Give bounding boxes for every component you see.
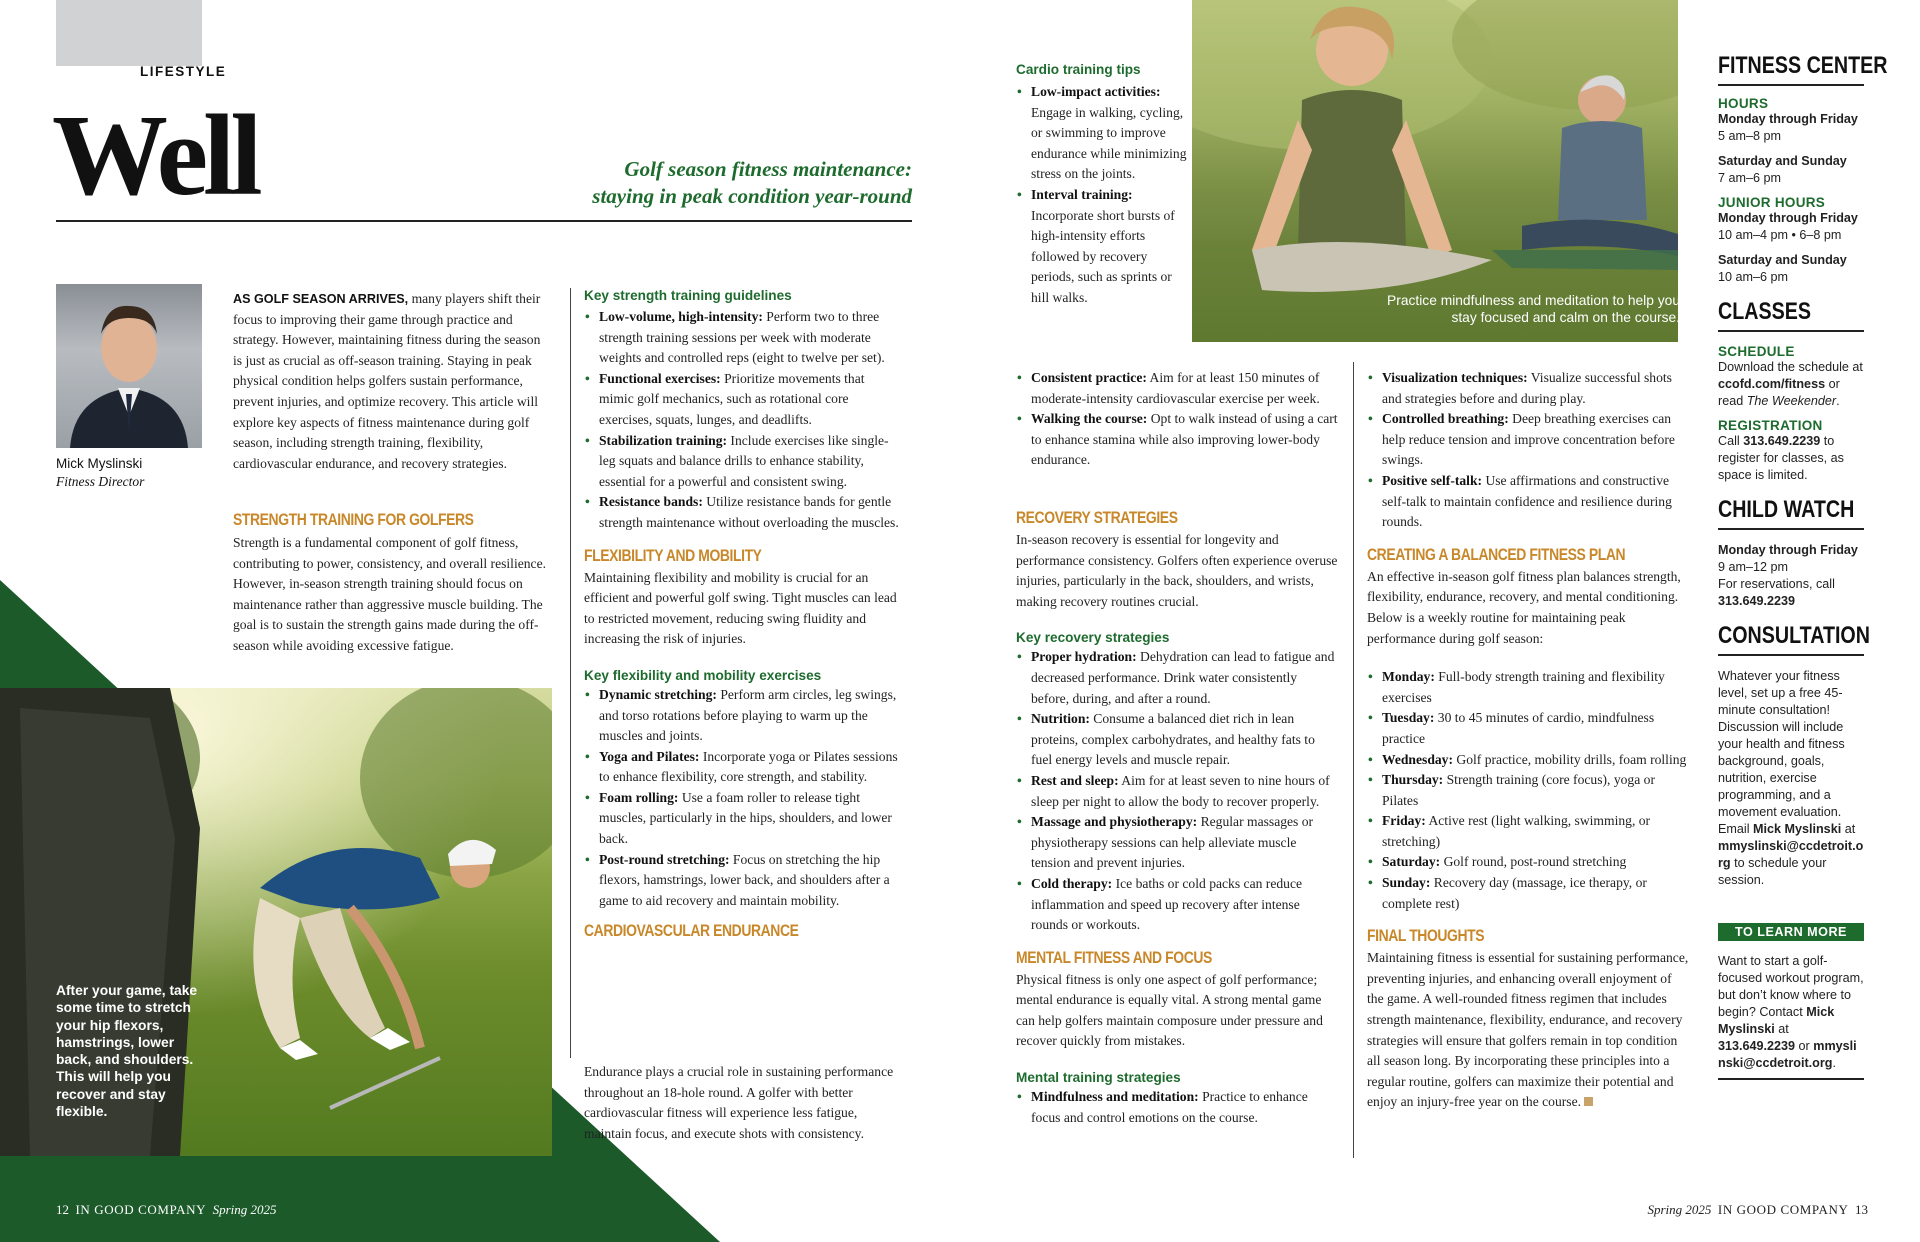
list-item-text: Aim for at least seven to nine hours of sleep per night to allow the body to recover properly. bbox=[1031, 772, 1330, 809]
final-paragraph: Maintaining fitness is essential for sustaining performance, preventing injuries, and enhancing overall enjoyment of the game. A well-rounded fitness regimen that includes strength maintenance, flexibility, endurance, and recovery strategies will ensure that golfers remain in top condition all season long. By incorporating these principles into a regular routine, golfers can maximize their potential and enjoy an injury-free year on the course. bbox=[1367, 950, 1689, 1110]
list-item-term: Resistance bands: bbox=[599, 494, 703, 510]
recovery-paragraph: In-season recovery is essential for longevity and performance consistency. Golfers often experience overuse injuries, particularly in the back, shoulders, and wrists, making recovery routines crucial. bbox=[1016, 532, 1338, 609]
list-item-term: Proper hydration: bbox=[1031, 649, 1137, 665]
list-item bbox=[1016, 709, 1338, 771]
list-item-text: Recovery day (massage, ice therapy, or complete rest) bbox=[1382, 875, 1647, 911]
page-number-left: 12 bbox=[56, 1202, 69, 1217]
flexibility-paragraph: Maintaining flexibility and mobility is crucial for an efficient and powerful golf swing. Tight muscles can lead to restricted movement, reducing swing fluidity and increasing the risk of injuries. bbox=[584, 569, 897, 647]
cardio-tip-item bbox=[1016, 368, 1338, 409]
registration-text: Call 313.649.2239 to register for classes, as space is limited. bbox=[1718, 434, 1844, 482]
key-strength-heading: Key strength training guidelines bbox=[584, 288, 792, 303]
classes-heading: CLASSES bbox=[1718, 298, 1811, 325]
list-item-term: Functional exercises: bbox=[599, 370, 721, 386]
consultation-text: Whatever your fitness level, set up a free 45-minute consultation! Discussion will include your health and fitness background, goals, nutrition, exercise programming, and a movement evaluation. Email Mick Myslinski at mmyslinski@ccdetroit.org to schedule your session. bbox=[1718, 669, 1864, 887]
list-item-text: Include exercises like single-leg squats and balance drills to enhance stability, essential for a powerful and consistent swing. bbox=[599, 432, 889, 489]
registration-phone[interactable]: 313.649.2239 bbox=[1743, 434, 1821, 448]
list-item-text: Golf round, post-round stretching bbox=[1440, 854, 1627, 870]
list-item-term: Rest and sleep: bbox=[1031, 772, 1119, 788]
list-item-term: Consistent practice: bbox=[1031, 370, 1147, 385]
junior-weekend-days: Saturday and Sunday bbox=[1718, 253, 1847, 267]
right-column-a bbox=[1016, 508, 1338, 1128]
list-item-term: Controlled breathing: bbox=[1382, 411, 1509, 427]
list-item bbox=[584, 850, 902, 912]
hours-weekend-days: Saturday and Sunday bbox=[1718, 154, 1847, 168]
schedule-label: SCHEDULE bbox=[1718, 344, 1795, 359]
list-item-term: Low-volume, high-intensity: bbox=[599, 309, 763, 324]
list-item-term: Yoga and Pilates: bbox=[599, 748, 700, 764]
right-folio bbox=[1620, 1202, 1868, 1218]
list-item-term: Cold therapy: bbox=[1031, 875, 1113, 891]
list-item bbox=[584, 685, 902, 747]
hours-weekday-time: 5 am–8 pm bbox=[1718, 129, 1781, 143]
list-item-term: Monday: bbox=[1382, 669, 1435, 685]
list-item-text: Full-body strength training and flexibility exercises bbox=[1382, 669, 1665, 705]
junior-weekday-time: 10 am–4 pm • 6–8 pm bbox=[1718, 228, 1842, 242]
author-photo bbox=[56, 284, 202, 448]
list-item-text: Perform two to three strength training sessions per week with moderate weights and controlled reps (eight to twelve per set). bbox=[599, 309, 885, 366]
meditation-yoga-photo bbox=[1192, 0, 1678, 342]
list-item-term: Wednesday: bbox=[1382, 751, 1454, 767]
list-item-text: Focus on stretching the hip flexors, hamstrings, lower back, and shoulders after a game to aid recovery and maintain mobility. bbox=[599, 851, 890, 908]
column-divider-left bbox=[570, 288, 571, 1058]
list-item-term: Visualization techniques: bbox=[1382, 370, 1528, 385]
list-item bbox=[1367, 811, 1689, 852]
plan-paragraph: An effective in-season golf fitness plan balances strength, flexibility, endurance, recovery, and mental conditioning. Below is a weekly routine for maintaining peak performance during golf season: bbox=[1367, 568, 1681, 646]
article-subtitle: Golf season fitness maintenance: staying in peak condition year-round bbox=[592, 157, 912, 208]
list-item bbox=[1016, 812, 1338, 874]
list-item-term: Sunday: bbox=[1382, 875, 1431, 891]
cardio-tip-item bbox=[1016, 409, 1338, 471]
list-item-text: Engage in walking, cycling, or swimming to improve endurance while minimizing stress on the joints. bbox=[1031, 104, 1187, 182]
list-item-term: Low-impact activities: bbox=[1031, 84, 1161, 99]
list-item-text: 30 to 45 minutes of cardio, mindfulness practice bbox=[1382, 710, 1655, 746]
gray-corner-block bbox=[56, 0, 202, 66]
child-watch-reservations: For reservations, call 313.649.2239 bbox=[1718, 577, 1835, 608]
list-item-text: Opt to walk instead of using a cart to enhance stamina while also improving lower-body endurance. bbox=[1031, 411, 1338, 468]
publication-name-left: IN GOOD COMPANY bbox=[75, 1202, 207, 1217]
list-item bbox=[1367, 750, 1689, 771]
list-item-term: Saturday: bbox=[1382, 854, 1441, 870]
list-item bbox=[584, 747, 902, 788]
list-item-text: Visualize successful shots and strategies before and during play. bbox=[1382, 370, 1672, 406]
cardio-tips-heading: Cardio training tips bbox=[1016, 62, 1141, 77]
left-folio bbox=[56, 1202, 277, 1218]
list-item bbox=[1016, 771, 1338, 812]
key-strength-list bbox=[584, 307, 902, 534]
list-item-text: Ice baths or cold packs can reduce inflammation and speed up recovery after intense rounds or workouts. bbox=[1031, 875, 1303, 933]
list-item bbox=[1367, 770, 1689, 811]
list-item bbox=[584, 492, 902, 533]
strength-heading: STRENGTH TRAINING FOR GOLFERS bbox=[233, 510, 474, 529]
key-flex-heading: Key flexibility and mobility exercises bbox=[584, 667, 822, 683]
learn-more-banner: TO LEARN MORE bbox=[1718, 923, 1864, 941]
publication-name-right: IN GOOD COMPANY bbox=[1717, 1202, 1849, 1217]
list-item bbox=[1016, 647, 1338, 709]
sidebar bbox=[1718, 52, 1888, 1080]
list-item-text: Dehydration can lead to fatigue and decreased performance. Drink water consistently before, during, and after a round. bbox=[1031, 649, 1335, 706]
list-item-term: Nutrition: bbox=[1031, 711, 1090, 727]
registration-label: REGISTRATION bbox=[1718, 418, 1823, 433]
sidebar-rule bbox=[1718, 654, 1864, 656]
list-item bbox=[1367, 852, 1689, 873]
weekly-plan-list bbox=[1367, 667, 1689, 914]
golf-photo-caption: After your game, take some time to stretch your hip flexors, hamstrings, lower back, and shoulders. This will help you recover and stay flexible. bbox=[56, 983, 198, 1120]
key-recovery-list bbox=[1016, 647, 1338, 935]
recovery-heading: RECOVERY STRATEGIES bbox=[1016, 508, 1178, 527]
season-left: Spring 2025 bbox=[212, 1202, 277, 1217]
list-item-term: Mindfulness and meditation: bbox=[1031, 1089, 1199, 1105]
junior-weekday-days: Monday through Friday bbox=[1718, 211, 1858, 225]
column-divider-right bbox=[1353, 362, 1354, 1158]
list-item-text: Strength training (core focus), yoga or Pilates bbox=[1382, 772, 1655, 808]
list-item bbox=[1016, 1087, 1338, 1128]
child-watch-days: Monday through Friday bbox=[1718, 543, 1858, 557]
learn-more-phone[interactable]: 313.649.2239 bbox=[1718, 1039, 1796, 1053]
list-item-term: Thursday: bbox=[1382, 772, 1444, 788]
right-column-b bbox=[1367, 368, 1689, 1113]
key-recovery-heading: Key recovery strategies bbox=[1016, 630, 1170, 646]
cardio-tips-block bbox=[1016, 62, 1191, 77]
hours-label: HOURS bbox=[1718, 96, 1769, 111]
cardio-tips-list-wide bbox=[1016, 368, 1338, 471]
list-item-text: Regular massages or physiotherapy sessions can help alleviate muscle tension and prevent injuries. bbox=[1031, 814, 1314, 871]
list-item-term: Interval training: bbox=[1031, 186, 1133, 202]
hours-weekend-time: 7 am–6 pm bbox=[1718, 171, 1781, 185]
cardio-tip-item bbox=[1016, 82, 1191, 185]
list-item bbox=[584, 307, 902, 369]
consultation-email[interactable]: mmyslinski@ccdetroit.org bbox=[1718, 839, 1864, 870]
final-heading: FINAL THOUGHTS bbox=[1367, 926, 1485, 946]
list-item-text: Practice to enhance focus and control emotions on the course. bbox=[1031, 1089, 1308, 1125]
list-item-text: Incorporate short bursts of high-intensity efforts followed by recovery periods, such as sprints or hill walks. bbox=[1031, 207, 1175, 305]
list-item-term: Stabilization training: bbox=[599, 432, 728, 448]
list-item bbox=[1367, 873, 1689, 914]
strength-paragraph: Strength is a fundamental component of golf fitness, contributing to power, consistency, and overall resilience. However, in-season strength training should focus on maintenance rather than aggressive muscle building. The goal is to sustain the strength gains made during the off-season while avoiding excessive fatigue. bbox=[233, 535, 547, 653]
list-item-text: Utilize resistance bands for gentle strength maintenance without overloading the muscles. bbox=[599, 494, 899, 530]
list-item-term: Massage and physiotherapy: bbox=[1031, 814, 1198, 830]
list-item bbox=[584, 431, 902, 493]
list-item bbox=[584, 369, 902, 431]
list-item-text: Perform arm circles, leg swings, and torso rotations before playing to warm up the muscles and joints. bbox=[599, 686, 897, 744]
list-item-term: Positive self-talk: bbox=[1382, 472, 1483, 488]
header-rule bbox=[56, 220, 912, 222]
masthead-title: Well bbox=[52, 92, 258, 220]
list-item bbox=[1367, 368, 1689, 409]
page-number-right: 13 bbox=[1855, 1202, 1868, 1217]
mental-heading: MENTAL FITNESS AND FOCUS bbox=[1016, 947, 1212, 967]
list-item-text: Aim for at least 150 minutes of moderate-intensity cardiovascular exercise per week. bbox=[1031, 370, 1320, 406]
list-item bbox=[1016, 874, 1338, 936]
list-item-term: Post-round stretching: bbox=[599, 851, 730, 867]
sidebar-rule bbox=[1718, 330, 1864, 332]
key-flex-list bbox=[584, 685, 902, 912]
child-watch-heading: CHILD WATCH bbox=[1718, 496, 1855, 523]
season-right: Spring 2025 bbox=[1647, 1202, 1712, 1217]
junior-hours-label: JUNIOR HOURS bbox=[1718, 195, 1826, 210]
list-item bbox=[1367, 708, 1689, 749]
list-item-text: Incorporate yoga or Pilates sessions to enhance flexibility, core strength, and stability. bbox=[599, 748, 898, 785]
fitness-center-heading: FITNESS CENTER bbox=[1718, 52, 1888, 79]
schedule-text: Download the schedule at ccofd.com/fitness or read The Weekender. bbox=[1718, 360, 1863, 408]
child-watch-time: 9 am–12 pm bbox=[1718, 560, 1789, 574]
cardio-tip-item bbox=[1016, 185, 1191, 309]
cardio-heading: CARDIOVASCULAR ENDURANCE bbox=[584, 921, 799, 941]
list-item bbox=[1367, 667, 1689, 708]
junior-weekend-time: 10 am–6 pm bbox=[1718, 270, 1789, 284]
cardio-tips-list-narrow bbox=[1016, 82, 1191, 309]
list-item-text: Golf practice, mobility drills, foam rolling bbox=[1453, 751, 1687, 767]
list-item-text: Active rest (light walking, swimming, or stretching) bbox=[1382, 813, 1651, 849]
mental-strategies-heading: Mental training strategies bbox=[1016, 1070, 1181, 1086]
mental-strategies-list bbox=[1016, 1087, 1338, 1128]
list-item-term: Friday: bbox=[1382, 813, 1426, 829]
section-label: LIFESTYLE bbox=[140, 64, 227, 79]
learn-more-text: Want to start a golf-focused workout program, but don’t know where to begin? Contact Mick Myslinski at 313.649.2239 or mmyslinski@ccdetroit.org. bbox=[1718, 954, 1864, 1070]
schedule-link[interactable]: ccofd.com/fitness bbox=[1718, 377, 1826, 391]
list-item-term: Foam rolling: bbox=[599, 789, 679, 805]
hours-weekday-days: Monday through Friday bbox=[1718, 112, 1858, 126]
list-item-text: Consume a balanced diet rich in lean proteins, complex carbohydrates, and healthy fats to fuel energy levels and muscle repair. bbox=[1031, 711, 1315, 768]
cardio-paragraph: Endurance plays a crucial role in sustaining performance throughout an 18-hole round. A golfer with better cardiovascular fitness will experience less fatigue, maintain focus, and execute shots with consistency. bbox=[584, 1064, 894, 1141]
learn-more-email[interactable]: mmyslinski@ccdetroit.org bbox=[1718, 1039, 1857, 1070]
list-item bbox=[1367, 471, 1689, 533]
sidebar-bottom-rule bbox=[1718, 1078, 1864, 1080]
list-item-term: Dynamic stretching: bbox=[599, 686, 717, 702]
consultation-heading: CONSULTATION bbox=[1718, 622, 1870, 649]
list-item bbox=[1367, 409, 1689, 471]
column-2 bbox=[584, 288, 902, 941]
author-name: Mick Myslinski bbox=[56, 456, 143, 471]
flexibility-heading: FLEXIBILITY AND MOBILITY bbox=[584, 545, 762, 565]
list-item-text: Use affirmations and constructive self-talk to maintain confidence and resilience during rounds. bbox=[1382, 472, 1672, 530]
list-item-term: Tuesday: bbox=[1382, 710, 1435, 726]
list-item-term: Walking the course: bbox=[1031, 411, 1148, 427]
child-watch-phone[interactable]: 313.649.2239 bbox=[1718, 594, 1796, 608]
intro-paragraph: AS GOLF SEASON ARRIVES, many players shift their focus to improving their game through practice and strategy. However, maintaining fitness during the season is just as crucial as off-season training. Staying in peak physical condition helps golfers sustain performance, prevent injuries, and optimize recovery. This article will explore key aspects of fitness maintenance during golf season, including strength training, flexibility, cardiovascular endurance, and recovery strategies. bbox=[233, 291, 541, 471]
list-item-text: Deep breathing exercises can help reduce tension and improve concentration before swings. bbox=[1382, 411, 1675, 468]
yoga-photo-caption: Practice mindfulness and meditation to help you stay focused and calm on the course. bbox=[1387, 293, 1680, 326]
list-item-text: Use a foam roller to release tight muscles, particularly in the hips, shoulders, and lower back. bbox=[599, 789, 892, 847]
author-title: Fitness Director bbox=[56, 474, 145, 489]
list-item-text: Prioritize movements that mimic golf mechanics, such as rotational core exercises, squats, lunges, and deadlifts. bbox=[599, 370, 865, 427]
mental-strategies-list-continued bbox=[1367, 368, 1689, 533]
end-mark bbox=[1584, 1097, 1593, 1106]
sidebar-rule bbox=[1718, 528, 1864, 530]
mental-paragraph: Physical fitness is only one aspect of golf performance; mental endurance is equally vital. A strong mental game can help golfers maintain composure under pressure and recover quickly from mistakes. bbox=[1016, 971, 1323, 1049]
list-item bbox=[584, 788, 902, 850]
sidebar-rule bbox=[1718, 84, 1864, 86]
plan-heading: CREATING A BALANCED FITNESS PLAN bbox=[1367, 544, 1626, 564]
